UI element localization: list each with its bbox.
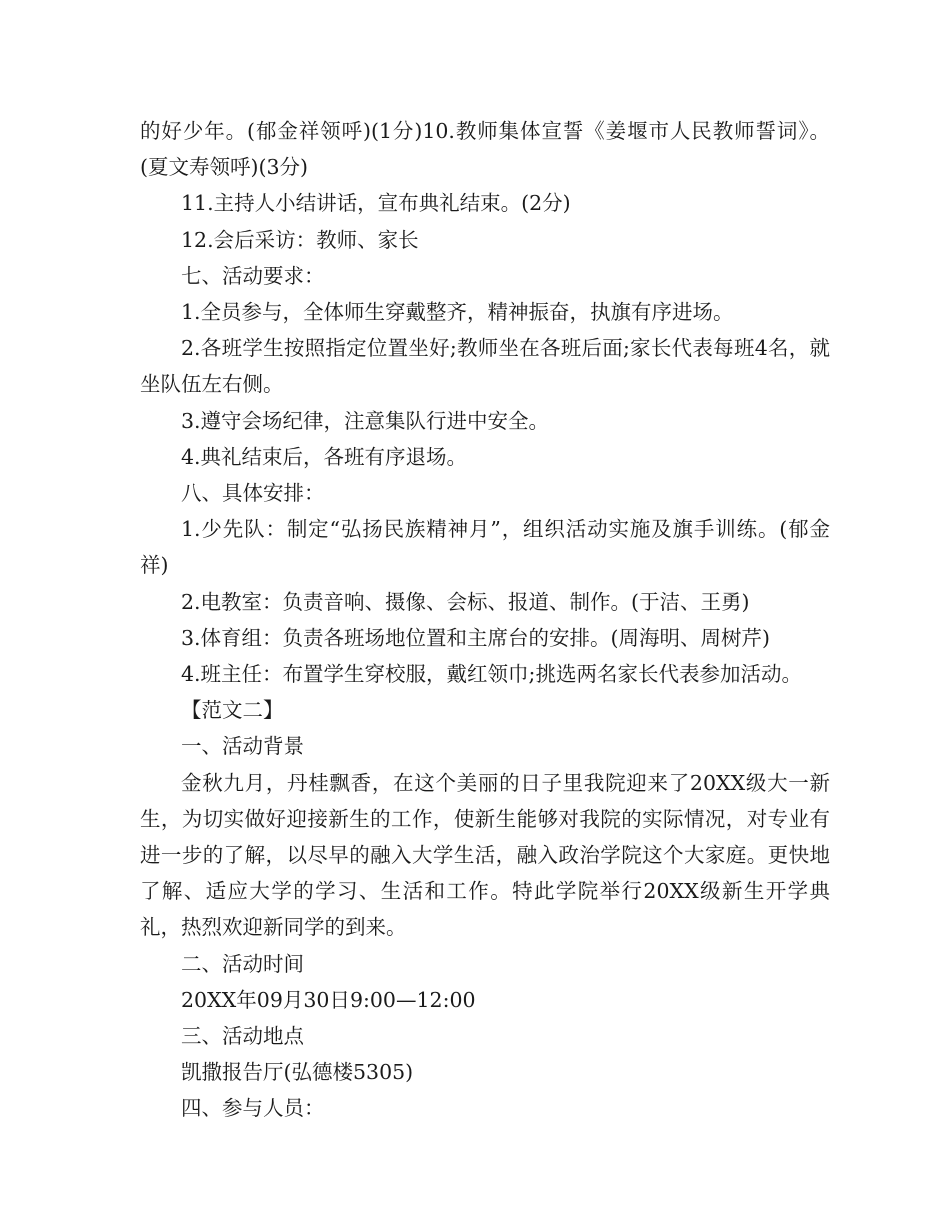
paragraph-time: 20XX年09月30日9:00—12:00	[181, 987, 476, 1012]
paragraph-7: 3.遵守会场纪律，注意集队行进中安全。	[181, 408, 550, 433]
section-heading-3: 三、活动地点	[181, 1024, 304, 1049]
section-heading-7: 七、活动要求：	[181, 263, 325, 288]
section-heading-1: 一、活动背景	[181, 734, 304, 759]
sample-heading: 【范文二】	[181, 698, 284, 723]
section-heading-4: 四、参与人员：	[181, 1096, 325, 1121]
section-heading-2: 二、活动时间	[181, 951, 304, 976]
paragraph-5: 1.全员参与，全体师生穿戴整齐，精神振奋，执旗有序进场。	[181, 300, 734, 325]
document-page	[140, 113, 830, 1127]
paragraph-location: 凯撒报告厅(弘德楼5305)	[181, 1060, 414, 1085]
paragraph-11: 2.电教室：负责音响、摄像、会标、报道、制作。(于洁、王勇)	[181, 589, 750, 614]
paragraph-3: 12.会后采访：教师、家长	[181, 227, 419, 252]
paragraph-13: 4.班主任：布置学生穿校服，戴红领巾;挑选两名家长代表参加活动。	[181, 662, 802, 687]
paragraph-12: 3.体育组：负责各班场地位置和主席台的安排。(周海明、周树芹)	[181, 625, 771, 650]
paragraph-background: 金秋九月，丹桂飘香，在这个美丽的日子里我院迎来了20XX级大一新生，为切实做好迎接新生的工作，使新生能够对我院的实际情况，对专业有进一步的了解，以尽早的融入大学生活，融入政治学院这个大家庭。更快地了解、适应大学的学习、生活和工作。特此学院举行20XX级新生开学典礼，热烈欢迎新同学的到来。	[140, 770, 830, 940]
section-heading-8: 八、具体安排：	[181, 481, 325, 506]
paragraph-6: 2.各班学生按照指定位置坐好;教师坐在各班后面;家长代表每班4名，就坐队伍左右侧。	[140, 336, 830, 397]
paragraph-2: 11.主持人小结讲话，宣布典礼结束。(2分)	[181, 191, 571, 216]
paragraph-10: 1.少先队：制定“弘扬民族精神月”，组织活动实施及旗手训练。(郁金祥)	[140, 517, 830, 578]
paragraph-1: 的好少年。(郁金祥领呼)(1分)10.教师集体宣誓《姜堰市人民教师誓词》。(夏文寿领呼)(3分)	[140, 119, 830, 180]
paragraph-8: 4.典礼结束后，各班有序退场。	[181, 444, 468, 469]
